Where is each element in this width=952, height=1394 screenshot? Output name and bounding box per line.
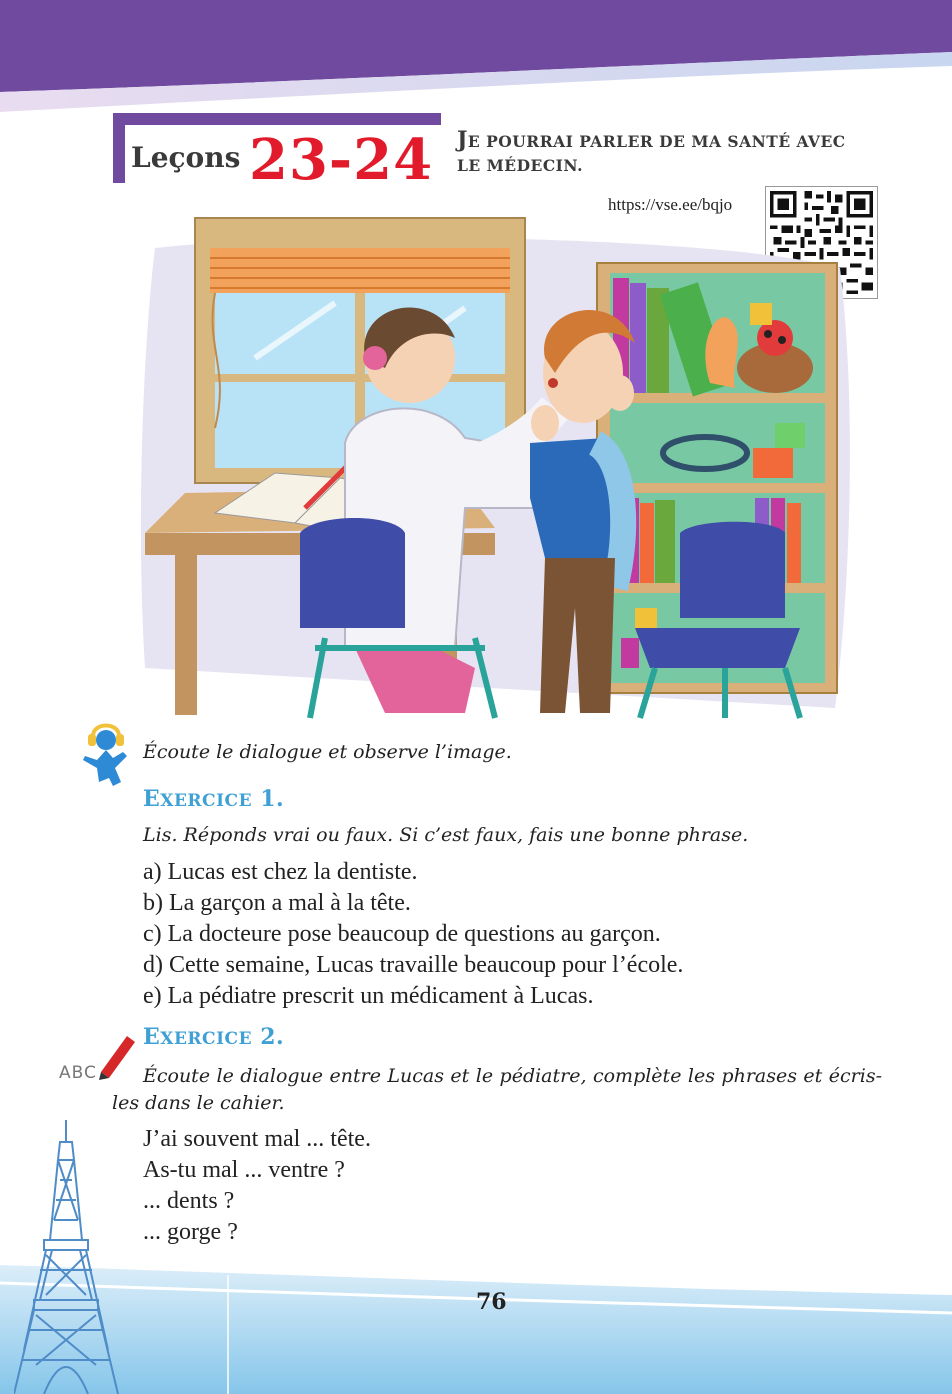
exercise-1-list	[143, 857, 683, 1012]
list-item: ... gorge ?	[143, 1219, 238, 1245]
exercise-2-title	[143, 1024, 284, 1050]
top-header-band	[0, 0, 952, 115]
list-item: e) La pédiatre prescrit un médicament à Lucas.	[143, 983, 594, 1009]
eiffel-tower-icon	[14, 1120, 144, 1394]
listening-instruction: Écoute le dialogue et observe l’image.	[143, 741, 512, 763]
abc-label: ABC	[59, 1063, 97, 1082]
list-item: d) Cette semaine, Lucas travaille beaucoup pour l’école.	[143, 952, 684, 978]
objective-line-1	[457, 128, 877, 154]
list-item: a) Lucas est chez la dentiste.	[143, 859, 418, 885]
exercise-1-title-initial: E	[143, 786, 161, 812]
list-item: J’ai souvent mal ... tête.	[143, 1126, 371, 1152]
objective-line-1-text: E POURRAI PARLER DE MA SANTÉ AVEC	[467, 132, 846, 151]
exercise-2-list	[143, 1124, 371, 1248]
list-item: ... dents ?	[143, 1188, 235, 1214]
exercise-1-instruction: Lis. Réponds vrai ou faux. Si c’est faux, fais une bonne phrase.	[143, 824, 749, 846]
list-item: b) La garçon a mal à la tête.	[143, 890, 411, 916]
listen-headphones-icon	[79, 716, 137, 788]
list-item: c) La docteure pose beaucoup de questions au garçon.	[143, 921, 661, 947]
list-item: As-tu mal ... ventre ?	[143, 1157, 345, 1183]
exercise-2-title-rest: XERCICE	[160, 1029, 253, 1049]
doctor-examining-boy-illustration	[135, 208, 857, 721]
objective-initial: J	[457, 127, 468, 153]
page-number: 76	[476, 1289, 507, 1315]
exercise-2-title-initial: E	[143, 1024, 161, 1050]
lesson-objective	[457, 128, 877, 178]
exercise-1-title-rest: XERCICE	[160, 791, 253, 811]
exercise-1-title	[143, 786, 284, 812]
lesson-number: 23-24	[249, 127, 434, 193]
objective-line-2: LE MÉDECIN.	[457, 156, 583, 175]
lesson-title-box	[113, 113, 441, 193]
exercise-2-instruction: Écoute le dialogue entre Lucas et le pédiatre, complète les phrases et écris-les dans le cahier.	[112, 1065, 882, 1114]
exercise-1-title-number: 1.	[252, 786, 285, 812]
lesson-word: Leçons	[131, 141, 241, 174]
exercise-2-title-number: 2.	[252, 1024, 285, 1050]
resource-url-link[interactable]: https://vse.ee/bqjo	[608, 195, 733, 214]
